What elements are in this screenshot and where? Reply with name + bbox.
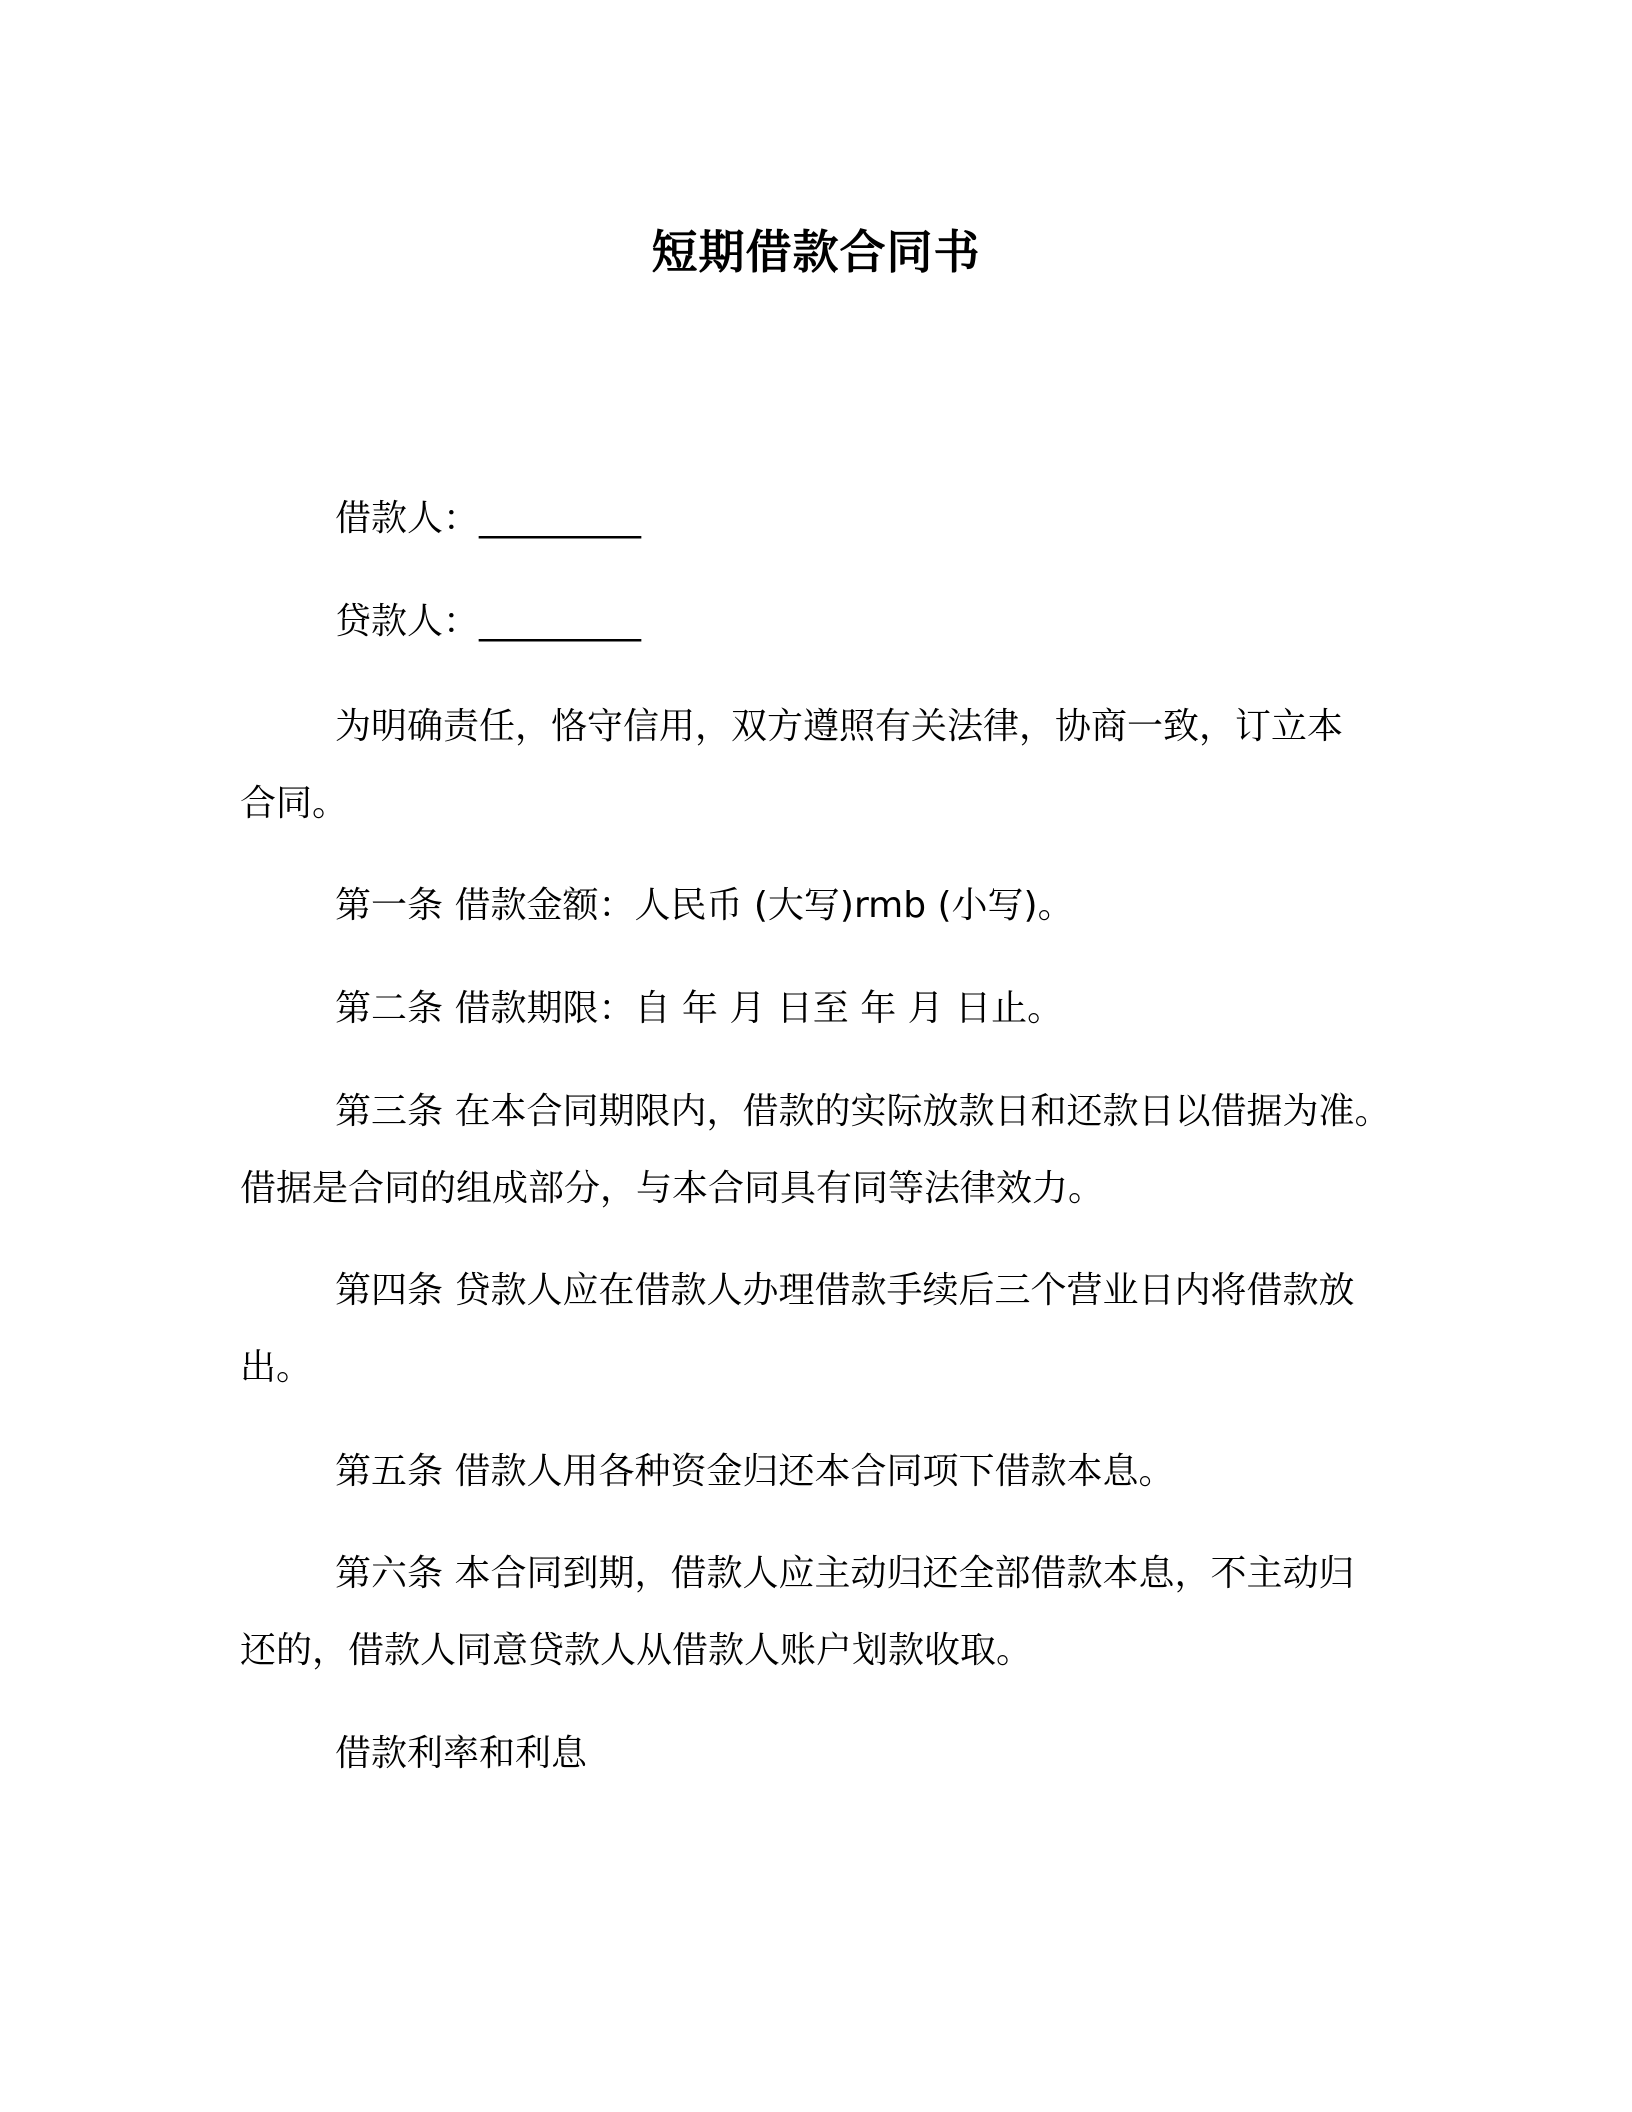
article-5 [240, 1433, 1415, 1510]
borrower-line: 借款人：_________ [335, 498, 642, 539]
article-6-line-1: 第六条 本合同到期，借款人应主动归还全部借款本息，不主动归 [335, 1553, 1355, 1594]
intro-line-2: 合同。 [240, 783, 349, 824]
intro-paragraph [240, 688, 1415, 842]
article-4-line-1: 第四条 贷款人应在借款人办理借款手续后三个营业日内将借款放 [335, 1270, 1355, 1311]
article-4-line-2: 出。 [240, 1347, 313, 1388]
section-heading-text: 借款利率和利息 [335, 1733, 588, 1774]
article-1-line: 第一条 借款金额：人民币 (大写)rmb (小写)。 [335, 885, 1074, 926]
article-3-line-1: 第三条 在本合同期限内，借款的实际放款日和还款日以借据为准。 [335, 1091, 1391, 1132]
article-3 [240, 1073, 1415, 1227]
article-1 [240, 867, 1415, 944]
article-5-line: 第五条 借款人用各种资金归还本合同项下借款本息。 [335, 1451, 1175, 1492]
lender-field [240, 583, 1415, 660]
article-2 [240, 970, 1415, 1047]
article-6 [240, 1535, 1415, 1689]
article-3-line-2: 借据是合同的组成部分，与本合同具有同等法律效力。 [240, 1168, 1105, 1209]
borrower-field [240, 480, 1415, 557]
section-heading [240, 1715, 1415, 1792]
lender-line: 贷款人：_________ [335, 601, 642, 642]
document-title: 短期借款合同书 [651, 225, 981, 279]
article-2-line: 第二条 借款期限：自 年 月 日至 年 月 日止。 [335, 988, 1064, 1029]
intro-line-1: 为明确责任，恪守信用，双方遵照有关法律，协商一致，订立本 [335, 706, 1344, 747]
article-6-line-2: 还的，借款人同意贷款人从借款人账户划款收取。 [240, 1630, 1033, 1671]
article-4 [240, 1252, 1415, 1406]
